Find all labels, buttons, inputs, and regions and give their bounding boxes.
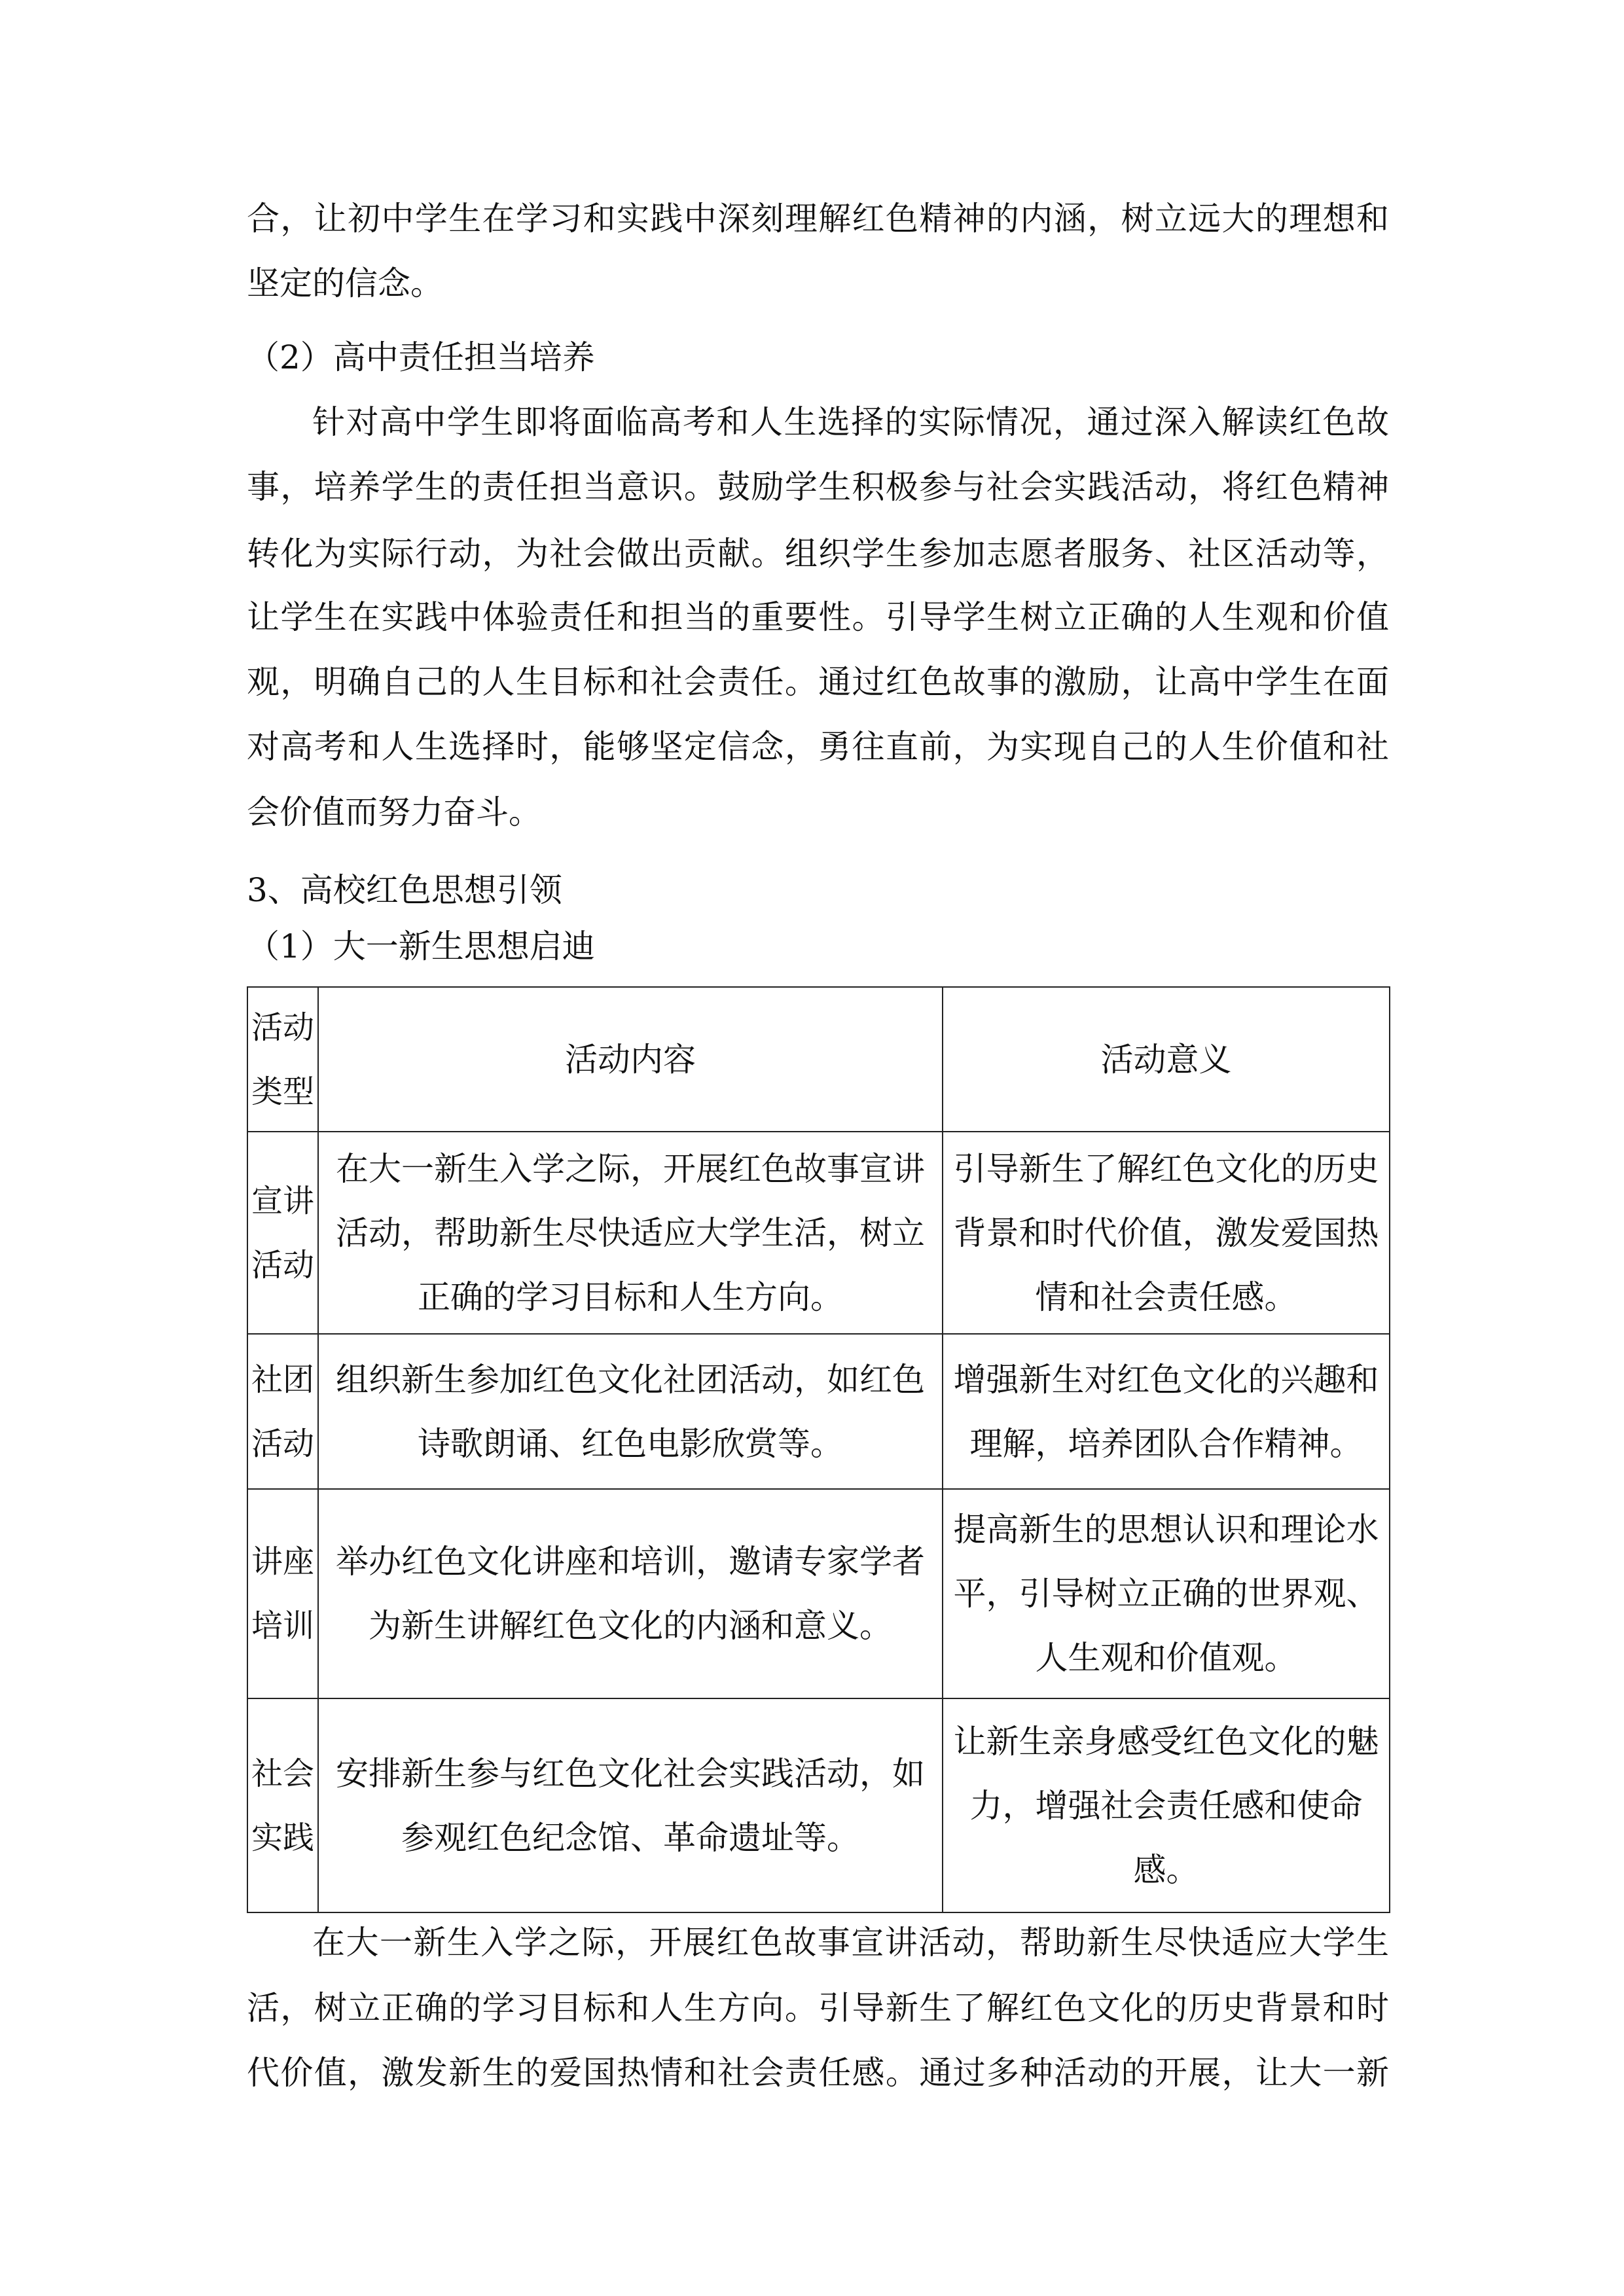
activity-content-cell	[318, 1698, 943, 1912]
activity-meaning-cell	[943, 987, 1390, 1132]
cell-text-line: 举办红色文化讲座和培训，邀请专家学者	[336, 1543, 925, 1581]
cell-text-line: 让新生亲身感受红色文化的魅	[953, 1722, 1379, 1761]
activity-meaning-cell	[943, 1132, 1390, 1334]
paragraph-line: 会价值而努力奋斗。	[247, 793, 541, 831]
subsection-heading: （1）大一新生思想启迪	[247, 927, 595, 965]
activity-content-cell	[318, 1489, 943, 1698]
paragraph-line: 针对高中学生即将面临高考和人生选择的实际情况，通过深入解读红色故	[312, 403, 1389, 441]
cell-text-line: 情和社会责任感。	[1035, 1278, 1297, 1316]
activity-type-cell	[247, 1334, 318, 1489]
cell-text-line: 活动	[251, 1425, 314, 1462]
paragraph-line: 对高考和人生选择时，能够坚定信念，勇往直前，为实现自己的人生价值和社	[247, 728, 1389, 766]
table-row	[247, 1132, 1390, 1334]
cell-text-line: 类型	[251, 1073, 314, 1110]
cell-text-line: 正确的学习目标和人生方向。	[418, 1278, 843, 1316]
paragraph-line: 让学生在实践中体验责任和担当的重要性。引导学生树立正确的人生观和价值	[247, 598, 1389, 636]
cell-text-line: 讲座	[251, 1543, 314, 1580]
cell-text-line: 宣讲	[251, 1182, 314, 1219]
activity-content-cell	[318, 1334, 943, 1489]
paragraph-line: 代价值，激发新生的爱国热情和社会责任感。通过多种活动的开展，让大一新	[247, 2054, 1389, 2092]
table-header-row	[247, 987, 1390, 1132]
paragraph-line: 事，培养学生的责任担当意识。鼓励学生积极参与社会实践活动，将红色精神	[247, 468, 1389, 506]
cell-text-line: 组织新生参加红色文化社团活动，如红色	[336, 1360, 925, 1399]
paragraph-line: 活，树立正确的学习目标和人生方向。引导新生了解红色文化的历史背景和时	[247, 1989, 1389, 2027]
cell-text-line: 活动，帮助新生尽快适应大学生活，树立	[336, 1213, 925, 1252]
cell-text-line: 社会	[251, 1755, 314, 1792]
table-row	[247, 1489, 1390, 1698]
cell-text-line: 增强新生对红色文化的兴趣和	[953, 1360, 1379, 1399]
cell-text-line: 诗歌朗诵、红色电影欣赏等。	[418, 1424, 843, 1463]
cell-text-line: 安排新生参与红色文化社会实践活动，如	[336, 1754, 925, 1793]
activity-content-cell	[318, 1132, 943, 1334]
cell-text-line: 社团	[251, 1361, 314, 1398]
activity-content-cell	[318, 987, 943, 1132]
cell-text-line: 理解，培养团队合作精神。	[969, 1424, 1363, 1463]
cell-text-line: 为新生讲解红色文化的内涵和意义。	[369, 1607, 892, 1645]
activity-type-cell	[247, 987, 318, 1132]
cell-text-line: 提高新生的思想认识和理论水	[953, 1511, 1379, 1549]
section-heading: （2）高中责任担当培养	[247, 338, 595, 376]
cell-text-line: 实践	[251, 1819, 314, 1856]
activity-meaning-cell	[943, 1698, 1390, 1912]
activity-type-cell	[247, 1489, 318, 1698]
activity-type-cell	[247, 1698, 318, 1912]
table-row	[247, 1334, 1390, 1489]
paragraph-line: 转化为实际行动，为社会做出贡献。组织学生参加志愿者服务、社区活动等，	[247, 535, 1389, 573]
cell-text-line: 在大一新生入学之际，开展红色故事宣讲	[336, 1149, 925, 1188]
activity-meaning-cell	[943, 1334, 1390, 1489]
paragraph-line: 观，明确自己的人生目标和社会责任。通过红色故事的激励，让高中学生在面	[247, 663, 1389, 701]
paragraph-line: 在大一新生入学之际，开展红色故事宣讲活动，帮助新生尽快适应大学生	[312, 1924, 1389, 1962]
activity-type-cell	[247, 1132, 318, 1334]
section-heading: 3、高校红色思想引领	[247, 871, 562, 909]
paragraph-line: 坚定的信念。	[247, 264, 443, 302]
cell-text-line: 活动	[251, 1246, 314, 1283]
cell-text-line: 引导新生了解红色文化的历史	[953, 1149, 1379, 1188]
cell-text-line: 背景和时代价值，激发爱国热	[953, 1213, 1379, 1252]
cell-text-line: 活动	[251, 1009, 314, 1046]
table-row	[247, 1698, 1390, 1912]
activity-table	[247, 986, 1390, 1913]
cell-text-line: 力，增强社会责任感和使命	[969, 1786, 1363, 1825]
paragraph-line: 合，让初中学生在学习和实践中深刻理解红色精神的内涵，树立远大的理想和	[247, 200, 1389, 238]
cell-text-line: 活动内容	[565, 1040, 696, 1079]
cell-text-line: 培训	[251, 1607, 314, 1644]
cell-text-line: 感。	[1133, 1850, 1199, 1889]
cell-text-line: 参观红色纪念馆、革命遗址等。	[401, 1818, 859, 1857]
cell-text-line: 人生观和价值观。	[1035, 1639, 1297, 1677]
cell-text-line: 活动意义	[1100, 1040, 1232, 1079]
activity-meaning-cell	[943, 1489, 1390, 1698]
cell-text-line: 平，引导树立正确的世界观、	[953, 1575, 1379, 1613]
